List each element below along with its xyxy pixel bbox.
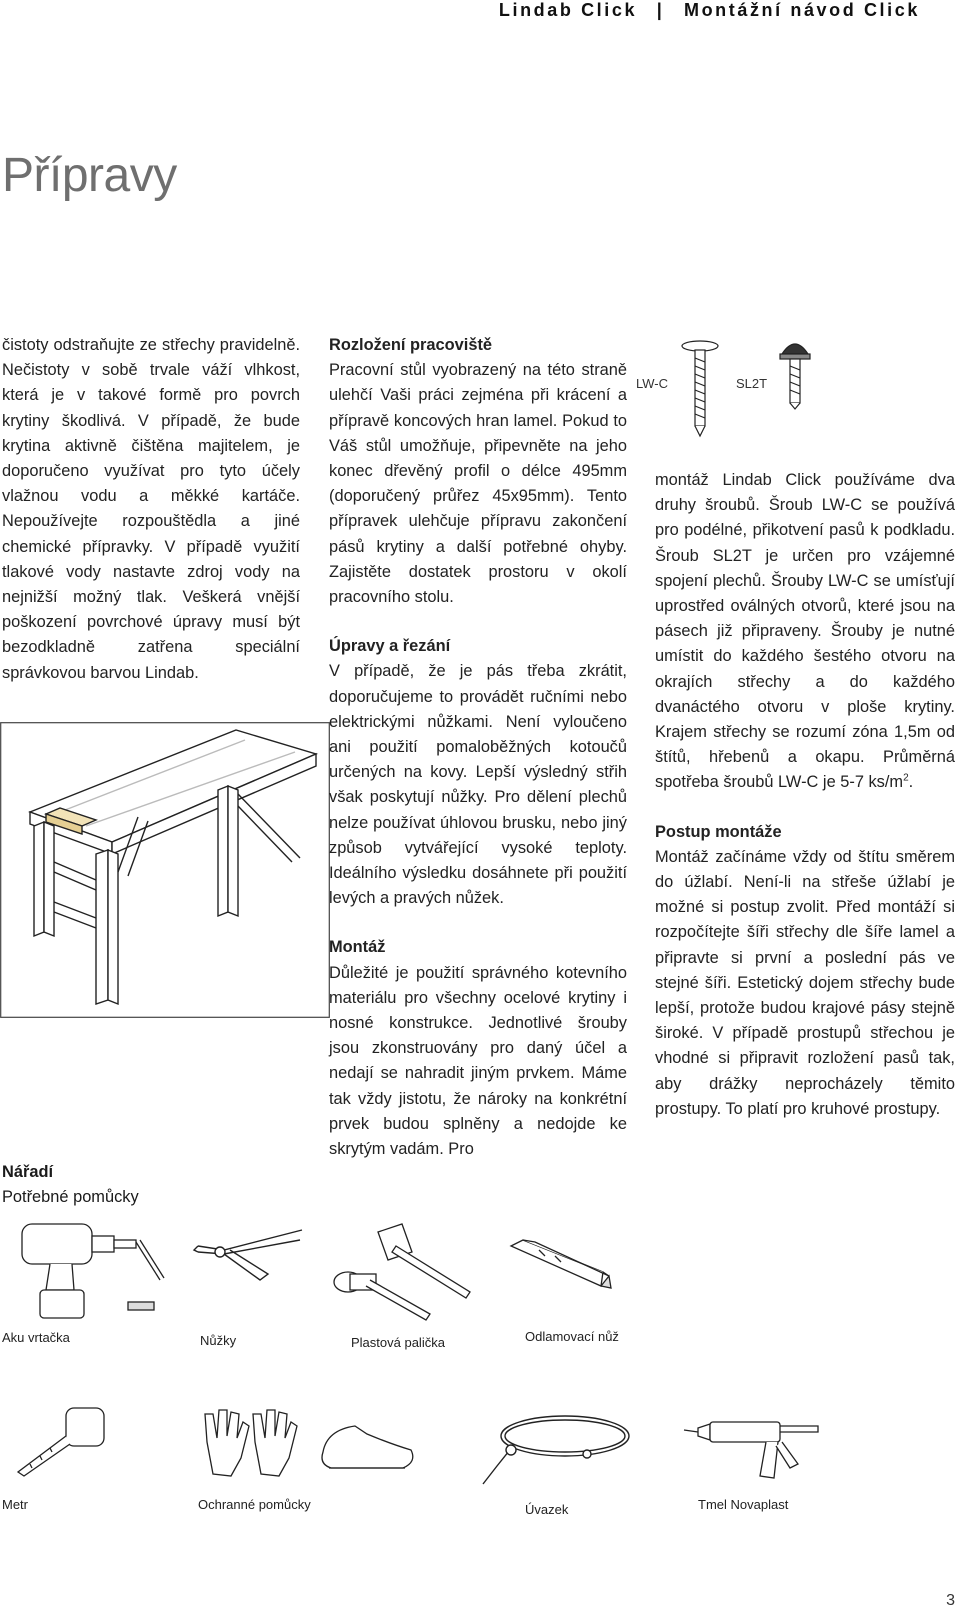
- section-text-workplace: Pracovní stůl vyobrazený na této straně ulehčí Vaši práci zejména při krácení a přípravě koncových hran lamel. Pokud to Váš stůl umožňuje, připevněte na jeho konec dřevěný profil o délce 495mm (doporučený průřez 45x95mm). Tento přípravek ulehčuje přípravu zakončení pásů krytiny a další potřebné ohyby. Zajistěte dostatek prostoru v okolí pracovního stolu.: [329, 361, 627, 607]
- screws-paragraph: [655, 468, 955, 796]
- tools-title: Nářadí: [2, 1163, 54, 1181]
- cordless-drill-icon: [10, 1220, 170, 1325]
- tool-label-gloves: Ochranné pomůcky: [198, 1497, 311, 1512]
- superscript-2: 2: [903, 772, 909, 784]
- section-title-assembly: Montáž: [329, 938, 386, 957]
- section-title-procedure: Postup montáže: [655, 822, 782, 841]
- section-text-cutting: V případě, že je pás třeba zkrátit, doporučujeme to provádět ručními nebo elektrickými nůžkami. Není vyloučeno ani použití pomaloběžných kotoučů určených na kovy. Lepší výsledný střih však poskytují nůžky. Pro dělení plechů nelze používat úhlovou brusku, nebo jiný způsob vytvářející vysoké teploty. Ideálního výsledku dosáhnete při použití levých a pravých nůžek.: [329, 662, 627, 908]
- tool-label-shears: Nůžky: [200, 1333, 237, 1348]
- tool-label-mallet: Plastová palička: [351, 1335, 445, 1350]
- tape-measure-icon: [10, 1402, 110, 1477]
- screws-text: montáž Lindab Click používáme dva druhy šroubů. Šroub LW-C se používá pro podélné, přikotvení pasů k podkladu. Šroub SL2T je určen pro vzájemné spojení plechů. Šrouby LW-C se umísťují uprostřed oválných otvorů, které jsou na pásech již připraveny. Šrouby je nutné umístit do každého šestého otvoru na okrajích střechy a do každého dvanáctého otvoru v ploše krytiny. Krajem střechy se rozumí zóna 1,5m od štítů, hřebenů a okapu. Průměrná spotřeba šroubů LW-C je 5-7 ks/m: [655, 471, 955, 792]
- lwc-screw-icon: [680, 338, 720, 438]
- section-title-workplace: Rozložení pracoviště: [329, 336, 493, 354]
- cleaning-paragraph: čistoty odstraňujte ze střechy pravidelně. Nečistoty v sobě trvale váží vlhkost, která je v takové formě pro povrch krytiny škodlivá. V případě, že bude krytina aktivně čištěna majitelem, je doporučeno využívat pro tyto účely vlažnou vodu a měkké kartáče. Nepoužívejte rozpouštědla a jiné chemické přípravky. V případě využití tlakové vody nastavte zdroj vody na nejnižší možný tlak. Veškerá vnější poškození povrchové úpravy musí být bezodkladně zatřena speciální správkovou barvou Lindab.: [2, 336, 300, 682]
- column-3: [655, 468, 955, 1122]
- tools-subtitle: Potřebné pomůcky: [2, 1188, 139, 1207]
- section-text-procedure: Montáž začínáme vždy od štítu směrem do úžlabí. Není-li na střeše úžlabí je možné si postup zvolit. Před montáží si rozpočítejte šíři střechy dle šíře lamel a připravte si první a poslední pás ve stejné šíři. Estetický dojem střechy bude lepší, protože budou krajové pásy stejně široké. V případě prostupů střechou je vhodné si připravit rozložení pasů tak, aby drážky neprocházely těmito prostupy. To platí pro kruhové prostupy.: [655, 847, 955, 1118]
- section-title-cutting: Úpravy a řezání: [329, 637, 451, 656]
- mallet-icon: [330, 1222, 480, 1322]
- header-brand: Lindab Click: [498, 0, 638, 20]
- header-doc-title: Montážní návod Click: [683, 0, 920, 20]
- page-title: Přípravy: [2, 149, 177, 202]
- sl2t-screw-icon: [778, 336, 812, 410]
- page-header: [499, 0, 920, 21]
- screws-text-end: .: [908, 773, 914, 792]
- tools-heading: [2, 1160, 139, 1210]
- column-1: [2, 333, 300, 686]
- tool-label-harness: Úvazek: [525, 1502, 569, 1517]
- tool-label-sealant: Tmel Novaplast: [698, 1497, 789, 1512]
- tool-label-tape: Metr: [2, 1497, 28, 1512]
- protective-gear-icon: [195, 1402, 425, 1482]
- section-text-assembly: Důležité je použití správného kotevního materiálu pro všechny ocelové krytiny i nosné konstrukce. Jednotlivé šrouby jsou zkonstruovány pro daný účel a nedají se nahradit jiným prvkem. Máme tak vždy jistotu, že nároky na konkrétní prvek budou splněny a nedojde ke skrytým vadám. Pro: [329, 963, 627, 1159]
- page-number: 3: [946, 1592, 955, 1609]
- sl2t-label: SL2T: [736, 376, 768, 391]
- tool-label-knife: Odlamovací nůž: [525, 1329, 619, 1344]
- sealant-gun-icon: [680, 1410, 830, 1485]
- header-separator: |: [656, 0, 665, 20]
- snap-off-knife-icon: [505, 1236, 615, 1296]
- safety-harness-icon: [475, 1410, 635, 1490]
- lwc-label: LW-C: [636, 376, 669, 391]
- workbench-illustration: [0, 722, 330, 1018]
- column-2: [329, 333, 627, 1162]
- tool-label-drill: Aku vrtačka: [2, 1330, 70, 1345]
- shears-icon: [190, 1222, 310, 1292]
